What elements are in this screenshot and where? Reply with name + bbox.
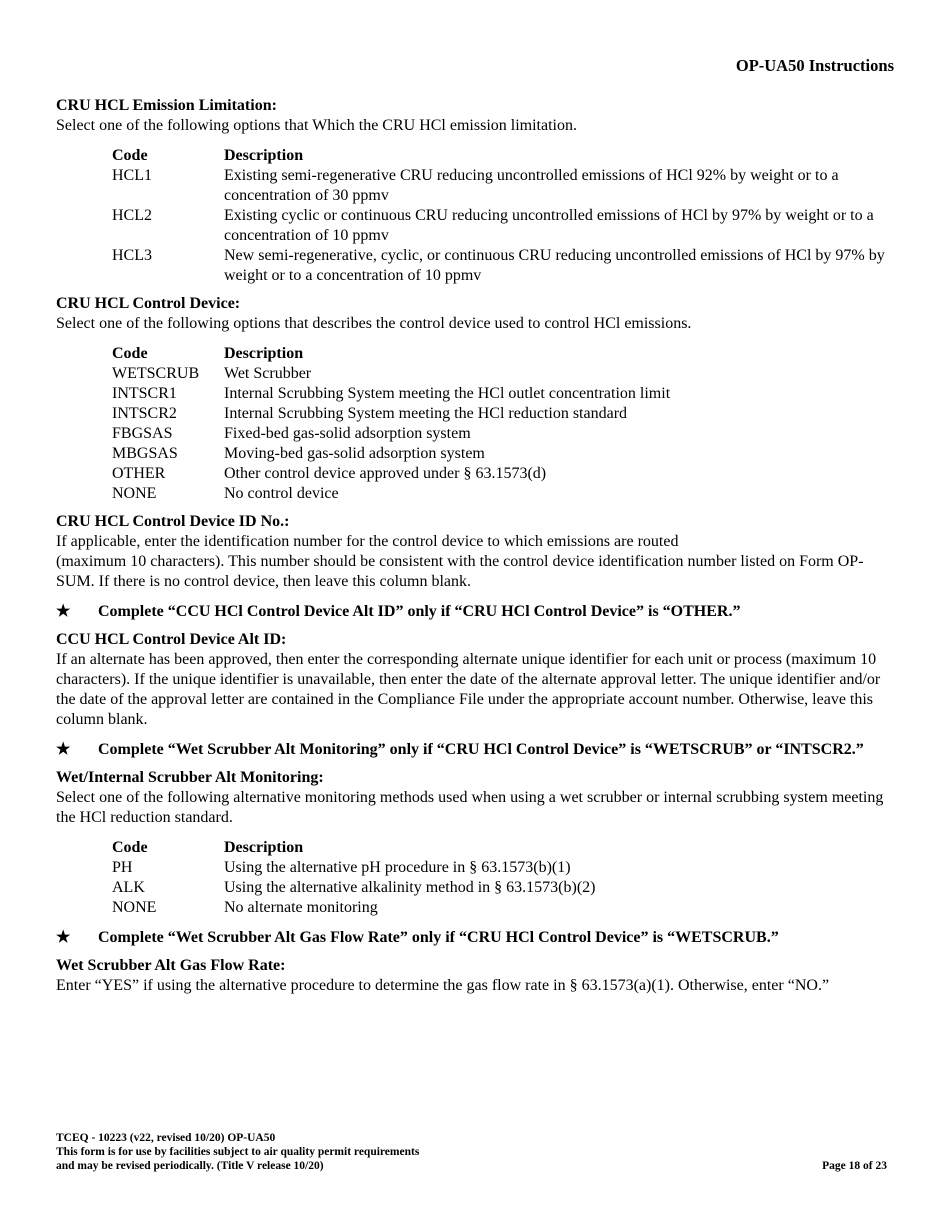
star-icon: ★ xyxy=(56,929,71,946)
code-cell: WETSCRUB xyxy=(112,365,200,382)
description-cell: Existing semi-regenerative CRU reducing uncontrolled emissions of HCl 92% by weight or to a concentration of 30 ppmv xyxy=(224,167,839,204)
page-content xyxy=(56,96,896,996)
description-cell: No alternate monitoring xyxy=(224,899,378,916)
description-column-header: Description xyxy=(224,839,304,856)
control-device-id-text-line1: If applicable, enter the identification number for the control device to which emissions are routed xyxy=(56,533,679,550)
description-cell: Using the alternative pH procedure in § 63.1573(b)(1) xyxy=(224,859,571,876)
table-row xyxy=(112,424,896,444)
table-row xyxy=(112,878,896,898)
page-number: Page 18 of 23 xyxy=(822,1160,887,1172)
wet-monitoring-title: Wet/Internal Scrubber Alt Monitoring: xyxy=(56,769,324,786)
table-header-row xyxy=(112,344,896,364)
alt-id-text: If an alternate has been approved, then enter the corresponding alternate unique identifier for each unit or process (maximum 10 characters). If the unique identifier is unavailable, then enter the date of the alternate approval letter. The unique identifier and/or the date of the approval letter are contained in the Compliance File under the appropriate account number. Otherwise, leave this column blank. xyxy=(56,651,881,728)
page-header-title: OP-UA50 Instructions xyxy=(735,56,894,75)
control-device-table xyxy=(112,344,896,504)
description-cell: Existing cyclic or continuous CRU reducing uncontrolled emissions of HCl by 97% by weight or to a concentration of 10 ppmv xyxy=(224,207,874,244)
note-wet-monitoring-text: Complete “Wet Scrubber Alt Monitoring” only if “CRU HCl Control Device” is “WETSCRUB” or “INTSCR2.” xyxy=(98,741,864,758)
gas-flow-title: Wet Scrubber Alt Gas Flow Rate: xyxy=(56,957,286,974)
code-column-header: Code xyxy=(112,345,148,362)
note-wet-monitoring xyxy=(56,740,896,760)
footer-form-id: TCEQ - 10223 (v22, revised 10/20) OP-UA50 xyxy=(56,1132,276,1144)
footer-usage-note: This form is for use by facilities subject to air quality permit requirements xyxy=(56,1146,420,1158)
description-cell: Using the alternative alkalinity method in § 63.1573(b)(2) xyxy=(224,879,596,896)
star-icon: ★ xyxy=(56,741,71,758)
control-device-text: Select one of the following options that describes the control device used to control HCl emissions. xyxy=(56,315,692,332)
table-row xyxy=(112,858,896,878)
hcl-limitation-text: Select one of the following options that Which the CRU HCl emission limitation. xyxy=(56,117,577,134)
note-alt-id-text: Complete “CCU HCl Control Device Alt ID” only if “CRU HCl Control Device” is “OTHER.” xyxy=(98,603,741,620)
description-cell: Moving-bed gas-solid adsorption system xyxy=(224,445,485,462)
note-alt-id xyxy=(56,602,896,622)
description-cell: New semi-regenerative, cyclic, or continuous CRU reducing uncontrolled emissions of HCl by 97% by weight or to a concentration of 10 ppmv xyxy=(224,247,885,284)
code-cell: INTSCR1 xyxy=(112,385,177,402)
hcl-limitation-title: CRU HCL Emission Limitation: xyxy=(56,97,277,114)
gas-flow-text: Enter “YES” if using the alternative procedure to determine the gas flow rate in § 63.1573(a)(1). Otherwise, enter “NO.” xyxy=(56,977,830,994)
note-gas-flow-text: Complete “Wet Scrubber Alt Gas Flow Rate” only if “CRU HCl Control Device” is “WETSCRUB.” xyxy=(98,929,779,946)
alt-id-title: CCU HCL Control Device Alt ID: xyxy=(56,631,287,648)
control-device-id-title: CRU HCL Control Device ID No.: xyxy=(56,513,290,530)
wet-monitoring-text: Select one of the following alternative monitoring methods used when using a wet scrubber or internal scrubbing system meeting the HCl reduction standard. xyxy=(56,789,884,826)
table-row xyxy=(112,404,896,424)
code-cell: MBGSAS xyxy=(112,445,178,462)
code-cell: PH xyxy=(112,859,133,876)
control-device-id-text-line2: (maximum 10 characters). This number should be consistent with the control device identification number listed on Form OP-SUM. If there is no control device, then leave this column blank. xyxy=(56,553,864,590)
table-row xyxy=(112,484,896,504)
code-column-header: Code xyxy=(112,839,148,856)
footer-revision-note: and may be revised periodically. (Title V release 10/20) xyxy=(56,1160,324,1172)
code-cell: FBGSAS xyxy=(112,425,173,442)
code-cell: HCL2 xyxy=(112,207,152,224)
table-row xyxy=(112,166,896,206)
code-cell: HCL3 xyxy=(112,247,152,264)
code-cell: HCL1 xyxy=(112,167,152,184)
description-cell: Internal Scrubbing System meeting the HCl outlet concentration limit xyxy=(224,385,671,402)
code-cell: INTSCR2 xyxy=(112,405,177,422)
table-row xyxy=(112,206,896,246)
note-gas-flow xyxy=(56,928,896,948)
hcl-limitation-table xyxy=(112,146,896,286)
page-footer xyxy=(56,1131,887,1173)
table-row xyxy=(112,464,896,484)
description-cell: Internal Scrubbing System meeting the HCl reduction standard xyxy=(224,405,628,422)
table-header-row xyxy=(112,146,896,166)
table-row xyxy=(112,246,896,286)
control-device-title: CRU HCL Control Device: xyxy=(56,295,241,312)
table-row xyxy=(112,364,896,384)
description-column-header: Description xyxy=(224,345,304,362)
table-row xyxy=(112,444,896,464)
description-cell: Other control device approved under § 63.1573(d) xyxy=(224,465,547,482)
code-cell: OTHER xyxy=(112,465,166,482)
table-row xyxy=(112,384,896,404)
description-cell: No control device xyxy=(224,485,339,502)
star-icon: ★ xyxy=(56,603,71,620)
description-cell: Fixed-bed gas-solid adsorption system xyxy=(224,425,471,442)
code-cell: ALK xyxy=(112,879,145,896)
table-row xyxy=(112,898,896,918)
table-header-row xyxy=(112,838,896,858)
description-column-header: Description xyxy=(224,147,304,164)
wet-monitoring-table xyxy=(112,838,896,918)
code-column-header: Code xyxy=(112,147,148,164)
code-cell: NONE xyxy=(112,485,157,502)
document-page xyxy=(56,0,896,1230)
code-cell: NONE xyxy=(112,899,157,916)
description-cell: Wet Scrubber xyxy=(224,365,312,382)
